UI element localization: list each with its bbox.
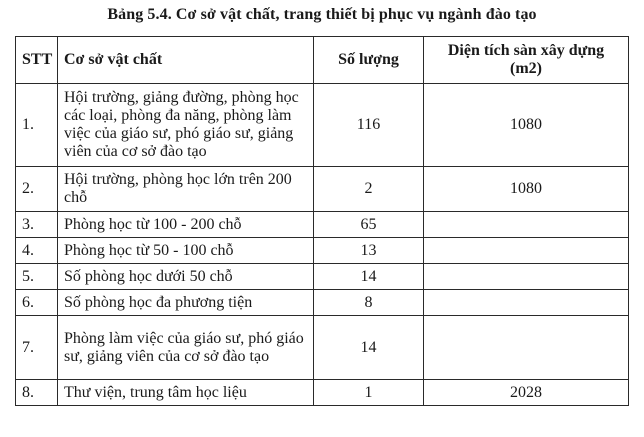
table-header-row xyxy=(16,37,629,84)
row-facility: Phòng làm việc của giáo sư, phó giáo sư, giảng viên của cơ sở đào tạo xyxy=(58,316,314,380)
row-stt: 1. xyxy=(16,84,58,167)
table-row xyxy=(16,290,629,316)
row-floor-area xyxy=(424,238,629,264)
row-quantity: 8 xyxy=(314,290,424,316)
table-row xyxy=(16,167,629,212)
row-floor-area: 2028 xyxy=(424,380,629,406)
row-facility: Hội trường, phòng học lớn trên 200 chỗ xyxy=(58,167,314,212)
header-stt: STT xyxy=(16,37,58,84)
row-quantity: 65 xyxy=(314,212,424,238)
row-floor-area xyxy=(424,264,629,290)
table-row xyxy=(16,264,629,290)
row-facility: Số phòng học đa phương tiện xyxy=(58,290,314,316)
row-stt: 7. xyxy=(16,316,58,380)
table-caption: Bảng 5.4. Cơ sở vật chất, trang thiết bị phục vụ ngành đào tạo xyxy=(107,6,537,23)
row-floor-area xyxy=(424,316,629,380)
row-floor-area: 1080 xyxy=(424,84,629,167)
row-facility: Phòng học từ 100 - 200 chỗ xyxy=(58,212,314,238)
row-quantity: 2 xyxy=(314,167,424,212)
row-quantity: 14 xyxy=(314,264,424,290)
table-row xyxy=(16,380,629,406)
row-floor-area: 1080 xyxy=(424,167,629,212)
row-quantity: 13 xyxy=(314,238,424,264)
row-stt: 3. xyxy=(16,212,58,238)
table-row xyxy=(16,212,629,238)
row-stt: 4. xyxy=(16,238,58,264)
row-stt: 2. xyxy=(16,167,58,212)
row-facility: Hội trường, giảng đường, phòng học các loại, phòng đa năng, phòng làm việc của giáo sư, phó giáo sư, giảng viên của cơ sở đào tạo xyxy=(58,84,314,167)
row-floor-area xyxy=(424,212,629,238)
row-facility: Phòng học từ 50 - 100 chỗ xyxy=(58,238,314,264)
row-floor-area xyxy=(424,290,629,316)
row-quantity: 14 xyxy=(314,316,424,380)
facilities-table xyxy=(15,36,629,406)
header-quantity: Số lượng xyxy=(314,37,424,84)
row-facility: Số phòng học dưới 50 chỗ xyxy=(58,264,314,290)
row-stt: 5. xyxy=(16,264,58,290)
table-row xyxy=(16,238,629,264)
row-facility: Thư viện, trung tâm học liệu xyxy=(58,380,314,406)
row-quantity: 1 xyxy=(314,380,424,406)
header-floor-area: Diện tích sàn xây dựng (m2) xyxy=(424,37,629,84)
row-stt: 6. xyxy=(16,290,58,316)
header-facility: Cơ sở vật chất xyxy=(58,37,314,84)
table-row xyxy=(16,84,629,167)
table-row xyxy=(16,316,629,380)
row-quantity: 116 xyxy=(314,84,424,167)
row-stt: 8. xyxy=(16,380,58,406)
